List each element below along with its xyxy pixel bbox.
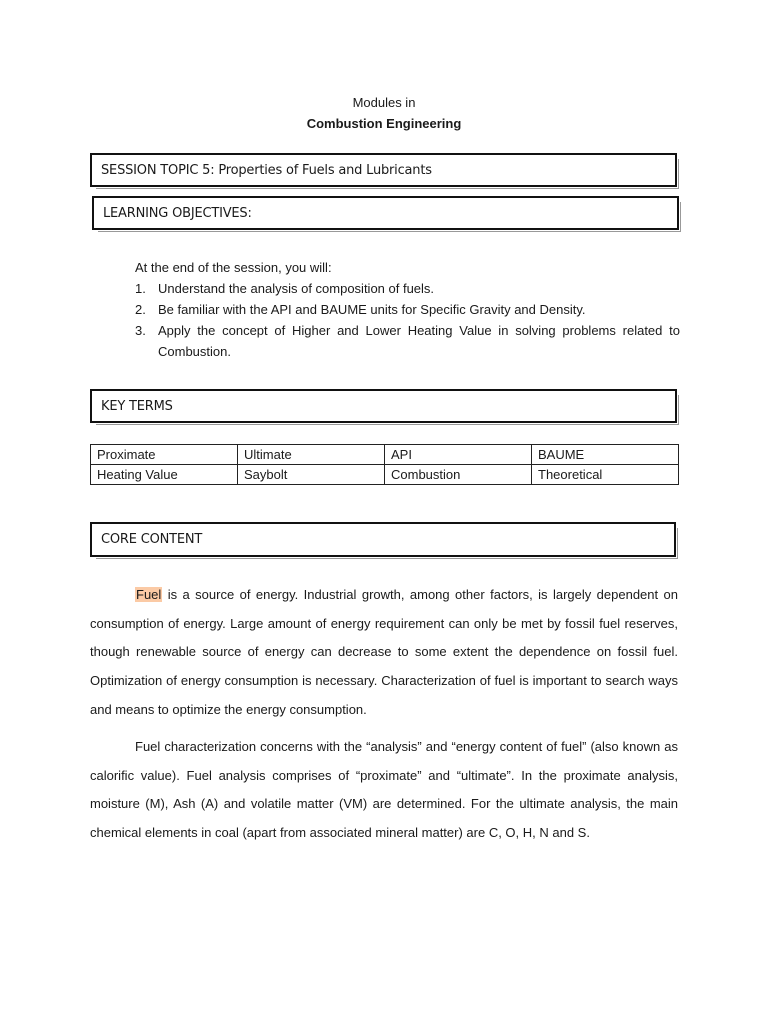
table-row: [91, 465, 679, 485]
core-content-box: [90, 522, 676, 557]
key-terms-table: [90, 444, 679, 485]
learning-objectives-box: [92, 196, 679, 230]
table-cell: API: [385, 445, 532, 465]
core-paragraph-2: Fuel characterization concerns with the “analysis” and “energy content of fuel” (also known as calorific value). Fuel analysis comprises of “proximate” and “ultimate”. In the proximate analysis, moisture (M), Ash (A) and volatile matter (VM) are determined. For the ultimate analysis, the main chemical elements in coal (apart from associated mineral matter) are C, O, H, N and S.: [90, 739, 678, 841]
objective-item: 1. Understand the analysis of composition of fuels.: [135, 281, 435, 296]
table-cell: Saybolt: [238, 465, 385, 485]
objective-item: 2. Be familiar with the API and BAUME units for Specific Gravity and Density.: [135, 302, 586, 317]
table-cell: Ultimate: [238, 445, 385, 465]
header-modules-in: Modules in: [352, 95, 416, 110]
learning-objectives-heading: LEARNING OBJECTIVES:: [103, 205, 252, 221]
table-cell: BAUME: [532, 445, 679, 465]
objective-item: 3. Apply the concept of Higher and Lower Heating Value in solving problems related to Combustion.: [135, 323, 680, 359]
table-cell: Theoretical: [532, 465, 679, 485]
table-cell: Proximate: [91, 445, 238, 465]
key-terms-heading: KEY TERMS: [101, 398, 173, 414]
session-topic-box: [90, 153, 677, 187]
objectives-intro: At the end of the session, you will:: [135, 260, 332, 275]
header-course-title: Combustion Engineering: [306, 116, 462, 131]
table-row: [91, 445, 679, 465]
learning-objectives-list: [135, 257, 680, 362]
key-terms-box: [90, 389, 677, 423]
highlighted-term: Fuel: [136, 587, 162, 602]
core-paragraph-1: Fuel is a source of energy. Industrial growth, among other factors, is largely dependent on consumption of energy. Large amount of energy requirement can only be met by fossil fuel reserves, though renewable source of energy can decrease to some extent the dependence on fossil fuel. Optimization of energy consumption is necessary. Characterization of fuel is important to search ways and means to optimize the energy consumption.: [90, 587, 678, 717]
session-topic-title: SESSION TOPIC 5: Properties of Fuels and Lubricants: [101, 162, 432, 178]
table-cell: Combustion: [385, 465, 532, 485]
core-content-heading: CORE CONTENT: [101, 532, 203, 547]
table-cell: Heating Value: [91, 465, 238, 485]
